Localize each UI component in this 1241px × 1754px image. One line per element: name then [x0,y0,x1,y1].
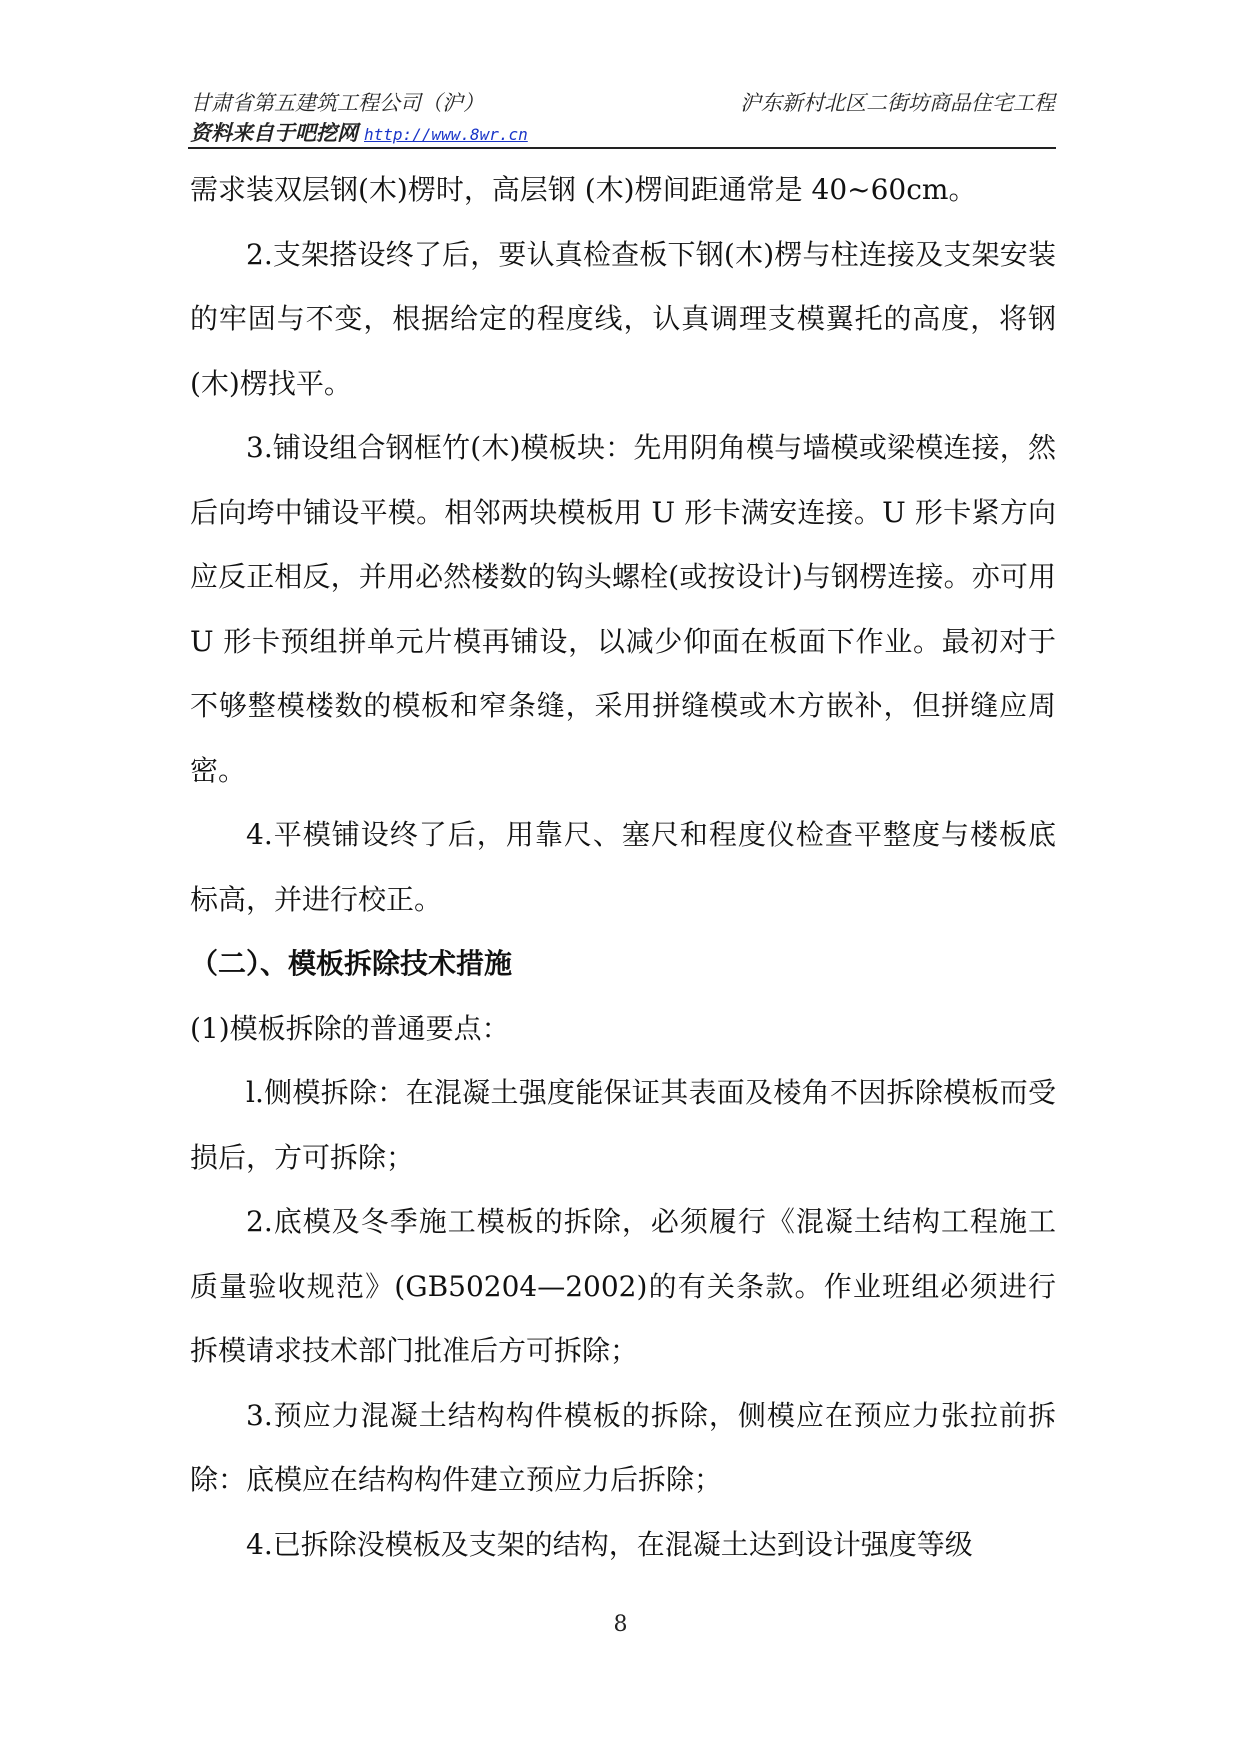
body-paragraph: 2.支架搭设终了后，要认真检查板下钢(木)楞与柱连接及支架安装的牢固与不变，根据给定的程度线，认真调理支模翼托的高度，将钢 (木)楞找平。 [190,237,1056,400]
header-project: 沪东新村北区二街坊商品住宅工程 [740,91,1055,115]
header-source-label: 资料来自于吧挖网 [190,121,358,145]
page-header-left [190,88,528,150]
body-paragraph: 4.平模铺设终了后，用靠尺、塞尺和程度仪检查平整度与楼板底标高，并进行校正。 [190,818,1056,916]
body-paragraph: 3.铺设组合钢框竹(木)模板块：先用阴角模与墙模或梁模连接，然后向垮中铺设平模。相邻两块模板用 U 形卡满安连接。U 形卡紧方向应反正相反，并用必然楼数的钩头螺栓(或按设计)与钢楞连接。亦可用 U 形卡预组拼单元片模再铺设，以减少仰面在板面下作业。最初对于不够整模楼数的模板和窄条缝，采用拼缝模或木方嵌补，但拼缝应周密。 [190,431,1056,787]
header-source [190,118,528,150]
page-number: 8 [613,1612,628,1637]
header-divider [188,147,1056,149]
body-paragraph: (1)模板拆除的普通要点： [190,1011,510,1045]
document-body [190,158,1056,1577]
body-paragraph: 3.预应力混凝土结构构件模板的拆除，侧模应在预应力张拉前拆除：底模应在结构构件建立预应力后拆除； [190,1398,1056,1496]
body-paragraph: 4.已拆除没模板及支架的结构，在混凝土达到设计强度等级 [246,1527,973,1561]
body-paragraph: 2.底模及冬季施工模板的拆除，必须履行《混凝土结构工程施工质量验收规范》(GB50204—2002)的有关条款。作业班组必须进行拆模请求技术部门批准后方可拆除； [190,1205,1056,1367]
body-paragraph: 需求装双层钢(木)楞时，高层钢 (木)楞间距通常是 40~60cm。 [190,173,977,206]
header-company: 甘肃省第五建筑工程公司（沪） [190,91,484,115]
body-paragraph: l.侧模拆除：在混凝土强度能保证其表面及棱角不因拆除模板而受损后，方可拆除； [190,1076,1056,1174]
header-source-link[interactable]: http://www.8wr.cn [364,125,528,144]
section-heading: （二）、模板拆除技术措施 [190,947,513,980]
